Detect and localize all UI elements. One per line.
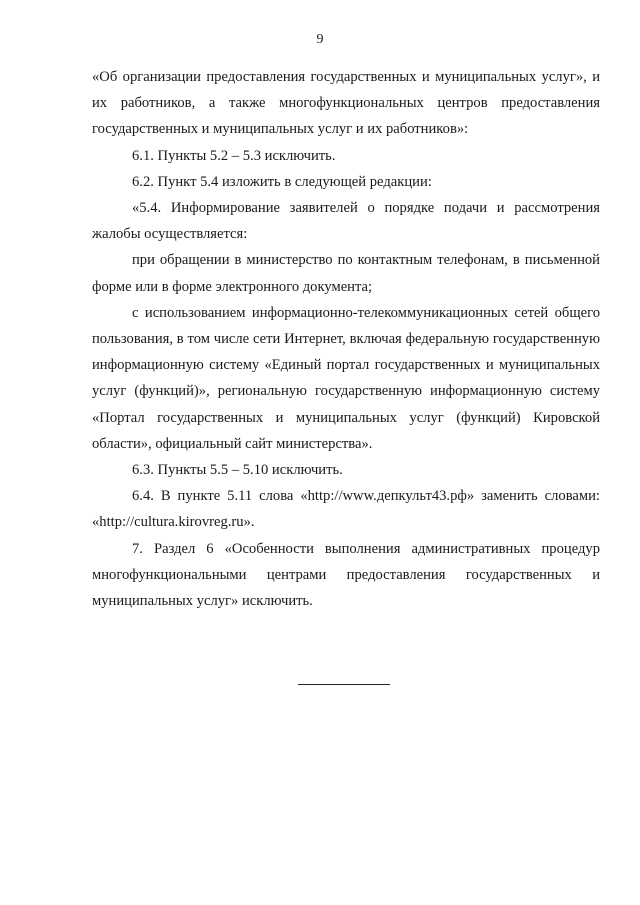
paragraph-6-2: 6.2. Пункт 5.4 изложить в следующей редакции: [132, 173, 432, 190]
page-number: 9 [316, 32, 324, 47]
document-body [92, 64, 600, 614]
paragraph-5-4: «5.4. Информирование заявителей о порядке подачи и рассмотрения жалобы осуществляется: [92, 200, 600, 243]
paragraph-6-4: 6.4. В пункте 5.11 слова «http://www.депкульт43.рф» заменить словами: «http://cultura.kirovreg.ru». [92, 488, 600, 531]
paragraph-6-1: 6.1. Пункты 5.2 – 5.3 исключить. [132, 147, 336, 164]
paragraph-internet: с использованием информационно-телекоммуникационных сетей общего пользования, в том числе сети Интернет, включая федеральную государственную информационную систему «Единый портал государственных и муниципальных услуг (функций)», региональную государственную информационную систему «Портал государственных и муниципальных услуг (функций) Кировской области», официальный сайт министерства». [92, 304, 600, 452]
paragraph-phone: при обращении в министерство по контактным телефонам, в письменной форме или в форме электронного документа; [92, 252, 600, 295]
paragraph-7: 7. Раздел 6 «Особенности выполнения административных процедур многофункциональными центрами предоставления государственных и муниципальных услуг» исключить. [92, 540, 600, 610]
closing-separator-line [298, 684, 390, 685]
paragraph-continuation: «Об организации предоставления государственных и муниципальных услуг», и их работников, а также многофункциональных центров предоставления государственных и муниципальных услуг и их работников»: [92, 69, 600, 138]
paragraph-6-3: 6.3. Пункты 5.5 – 5.10 исключить. [132, 462, 343, 479]
